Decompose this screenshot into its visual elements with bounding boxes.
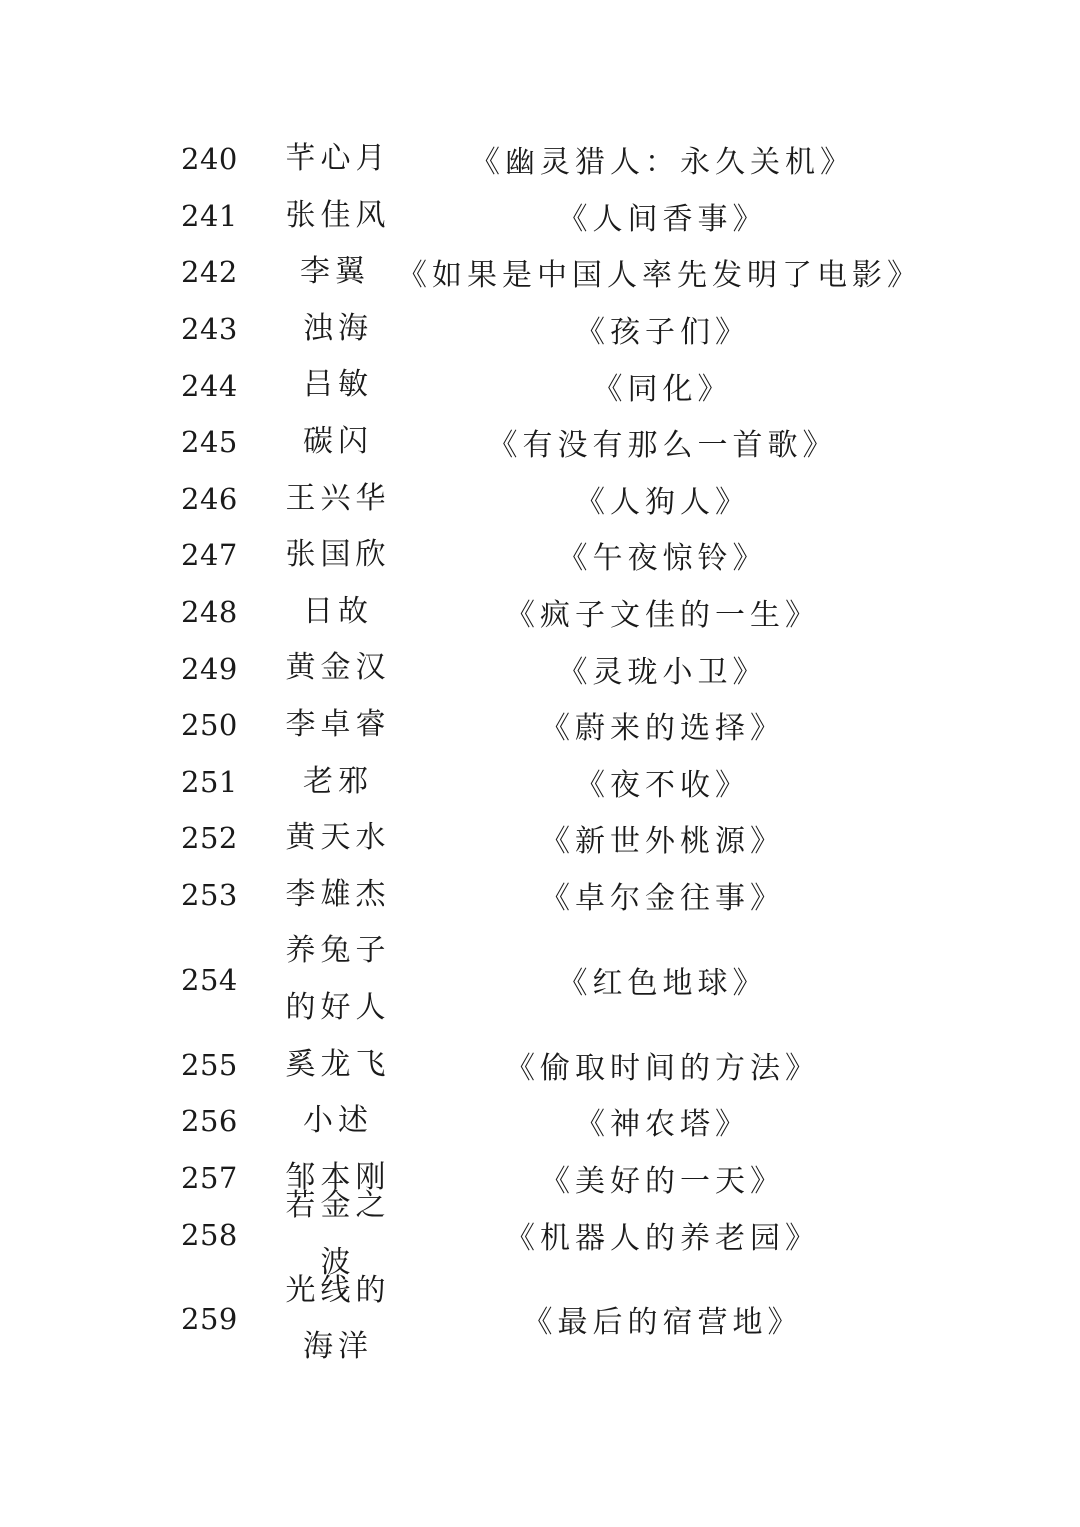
work-title: 《最后的宿营地》 — [522, 1305, 803, 1341]
author-name: 李卓睿 — [285, 706, 391, 742]
author-name: 浊海 — [303, 310, 373, 346]
list-item — [0, 131, 1080, 188]
list-item — [0, 754, 1080, 811]
entry-number: 244 — [181, 368, 238, 403]
author-name: 李雄杰 — [285, 876, 391, 912]
entry-number: 247 — [181, 538, 238, 573]
author-name: 若金之波 — [285, 1187, 391, 1280]
entry-number: 259 — [181, 1302, 238, 1337]
work-title: 《同化》 — [592, 371, 733, 407]
entry-number: 254 — [181, 962, 238, 997]
work-title: 《机器人的养老园》 — [505, 1220, 820, 1256]
work-title: 《疯子文佳的一生》 — [505, 598, 820, 634]
entry-number: 241 — [181, 198, 238, 233]
list-item — [0, 1187, 1080, 1280]
list-item — [0, 810, 1080, 867]
entry-number: 255 — [181, 1047, 238, 1082]
list-item — [0, 414, 1080, 471]
list-item — [0, 301, 1080, 358]
list-item — [0, 188, 1080, 245]
entry-number: 258 — [181, 1217, 238, 1252]
list-item — [0, 1037, 1080, 1094]
author-name: 黄天水 — [285, 820, 391, 856]
author-name: 光线的海洋 — [285, 1272, 391, 1365]
work-title: 《人间香事》 — [557, 201, 768, 237]
author-name: 老邪 — [303, 763, 373, 799]
list-item — [0, 471, 1080, 528]
entry-number: 257 — [181, 1160, 238, 1195]
author-name: 奚龙飞 — [285, 1046, 391, 1082]
work-title: 《夜不收》 — [575, 767, 750, 803]
work-title: 《有没有那么一首歌》 — [487, 428, 838, 464]
author-name: 碳闪 — [303, 423, 373, 459]
author-name: 小述 — [303, 1103, 373, 1139]
entry-number: 243 — [181, 312, 238, 347]
author-name: 吕敏 — [303, 367, 373, 403]
list-item — [0, 923, 1080, 1036]
work-title: 《灵珑小卫》 — [557, 654, 768, 690]
work-title: 《神农塔》 — [575, 1107, 750, 1143]
work-title: 《孩子们》 — [575, 315, 750, 351]
author-name: 黄金汉 — [285, 650, 391, 686]
entry-number: 253 — [181, 878, 238, 913]
entry-number: 252 — [181, 821, 238, 856]
work-title: 《偷取时间的方法》 — [505, 1050, 820, 1086]
list-item — [0, 697, 1080, 754]
list-item — [0, 244, 1080, 301]
list-item — [0, 584, 1080, 641]
entry-number: 240 — [181, 142, 238, 177]
work-title: 《新世外桃源》 — [540, 824, 785, 860]
entry-number: 250 — [181, 708, 238, 743]
list-item — [0, 640, 1080, 697]
author-name: 邹本刚 — [285, 1159, 391, 1195]
entry-list — [0, 131, 1080, 1376]
entry-number: 246 — [181, 481, 238, 516]
author-name: 芊心月 — [285, 141, 391, 176]
work-title: 《午夜惊铃》 — [557, 541, 768, 577]
list-item — [0, 527, 1080, 584]
entry-number: 249 — [181, 651, 238, 686]
list-item — [0, 1150, 1080, 1207]
entry-number: 248 — [181, 595, 238, 630]
list-item — [0, 357, 1080, 414]
author-name: 张佳风 — [285, 197, 391, 233]
list-item — [0, 1263, 1080, 1376]
author-name: 李翼 — [300, 254, 370, 290]
author-name: 日故 — [303, 593, 373, 629]
work-title: 《人狗人》 — [575, 484, 750, 520]
work-title: 《美好的一天》 — [540, 1163, 785, 1199]
work-title: 《如果是中国人率先发明了电影》 — [397, 258, 922, 294]
list-item — [0, 867, 1080, 924]
work-title: 《红色地球》 — [557, 965, 768, 1001]
list-item — [0, 1093, 1080, 1150]
work-title: 《卓尔金往事》 — [540, 881, 785, 917]
entry-number: 256 — [181, 1104, 238, 1139]
work-title: 《幽灵猎人：永久关机》 — [470, 145, 855, 181]
author-name: 王兴华 — [285, 480, 391, 516]
author-name: 张国欣 — [285, 537, 391, 573]
work-title: 《蔚来的选择》 — [540, 711, 785, 747]
entry-number: 245 — [181, 425, 238, 460]
author-name: 养兔子的好人 — [285, 933, 391, 1025]
entry-number: 242 — [181, 255, 238, 290]
entry-number: 251 — [181, 764, 238, 799]
